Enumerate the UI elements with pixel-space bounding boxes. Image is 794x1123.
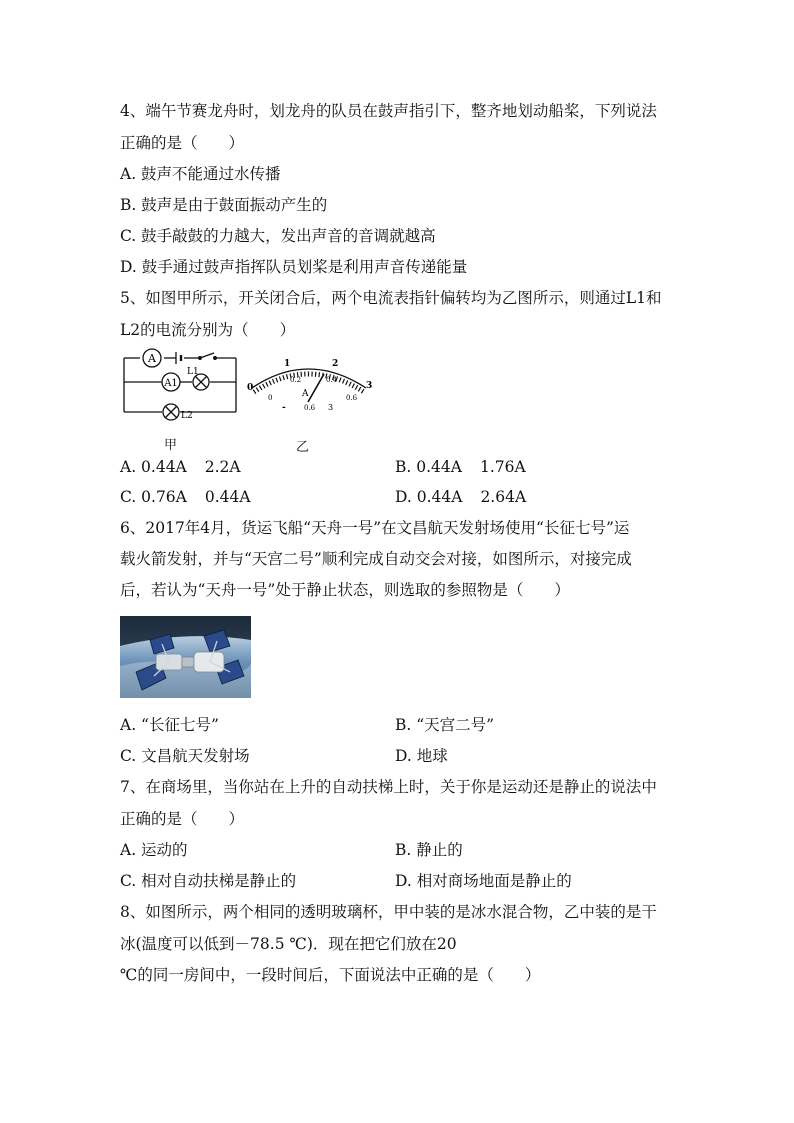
- scale-bottom-0-6: 0.6: [346, 394, 358, 402]
- scale-bottom-0: 0: [268, 394, 273, 402]
- scale-bottom-0-4: 0.4: [326, 376, 338, 384]
- q5-option-c: C. 0.76A 0.44A: [120, 488, 251, 506]
- circuit-diagram: [118, 348, 243, 428]
- q6-option-c: C. 文昌航天发射场: [120, 747, 250, 765]
- q6-option-b: B. “天宫二号”: [395, 716, 495, 734]
- scale-top-3: 3: [366, 381, 373, 391]
- q4-option-c: C. 鼓手敲鼓的力越大，发出声音的音调就越高: [120, 227, 436, 245]
- ammeter-dial: [244, 352, 376, 412]
- q4-option-a: A. 鼓声不能通过水传播: [120, 165, 281, 183]
- terminal-3: 3: [328, 403, 334, 412]
- q4-stem-line2: 正确的是（ ）: [120, 134, 245, 152]
- q4-option-b: B. 鼓声是由于鼓面振动产生的: [120, 196, 328, 214]
- ammeter-a-label: A: [148, 352, 156, 365]
- q5-option-d: D. 0.44A 2.64A: [395, 488, 527, 506]
- scale-bottom-0-2: 0.2: [290, 376, 302, 384]
- lamp-l1-label: L1: [187, 367, 199, 377]
- q8-stem-line2: 冰(温度可以低到－78.5 ℃)．现在把它们放在20: [120, 935, 457, 953]
- meter-unit: A: [302, 389, 309, 399]
- q7-option-d: D. 相对商场地面是静止的: [395, 872, 572, 890]
- ammeter-a1-label: A1: [164, 378, 178, 389]
- q8-stem-line3: ℃的同一房间中，一段时间后，下面说法中正确的是（ ）: [120, 966, 541, 984]
- q5-option-a: A. 0.44A 2.2A: [120, 458, 241, 476]
- q7-option-a: A. 运动的: [120, 841, 188, 859]
- terminal-0-6: 0.6: [304, 404, 316, 412]
- q7-stem-line1: 7、在商场里，当你站在上升的自动扶梯上时，关于你是运动还是静止的说法中: [120, 778, 657, 796]
- q6-stem-line1: 6、2017年4月，货运飞船“天舟一号”在文昌航天发射场使用“长征七号”运: [120, 519, 630, 537]
- lamp-l2-label: L2: [181, 411, 193, 421]
- scale-top-1: 1: [284, 359, 291, 369]
- q7-option-b: B. 静止的: [395, 841, 463, 859]
- q7-option-c: C. 相对自动扶梯是静止的: [120, 872, 297, 890]
- q7-stem-line2: 正确的是（ ）: [120, 810, 245, 828]
- circuit-caption: 甲: [164, 438, 178, 453]
- q5-option-b: B. 0.44A 1.76A: [395, 458, 526, 476]
- scale-top-2: 2: [332, 359, 339, 369]
- scale-top-0: 0: [247, 383, 254, 393]
- terminal-minus: -: [282, 403, 286, 413]
- q4-stem-line1: 4、端午节赛龙舟时，划龙舟的队员在鼓声指引下，整齐地划动船桨，下列说法: [120, 102, 657, 120]
- q6-option-d: D. 地球: [395, 747, 448, 765]
- q6-option-a: A. “长征七号”: [120, 716, 219, 734]
- meter-caption: 乙: [296, 440, 310, 455]
- q5-stem-line2: L2的电流分别为（ ）: [120, 321, 296, 339]
- q5-stem-line1: 5、如图甲所示，开关闭合后，两个电流表指针偏转均为乙图所示，则通过L1和: [120, 289, 662, 307]
- q6-stem-line3: 后，若认为“天舟一号”处于静止状态，则选取的参照物是（ ）: [120, 581, 570, 599]
- q8-stem-line1: 8、如图所示，两个相同的透明玻璃杯，甲中装的是冰水混合物，乙中装的是干: [120, 903, 657, 921]
- spacecraft-docking-photo: [120, 616, 251, 698]
- q4-option-d: D. 鼓手通过鼓声指挥队员划桨是利用声音传递能量: [120, 258, 468, 276]
- q6-stem-line2: 载火箭发射，并与“天宫二号”顺利完成自动交会对接，如图所示，对接完成: [120, 550, 632, 568]
